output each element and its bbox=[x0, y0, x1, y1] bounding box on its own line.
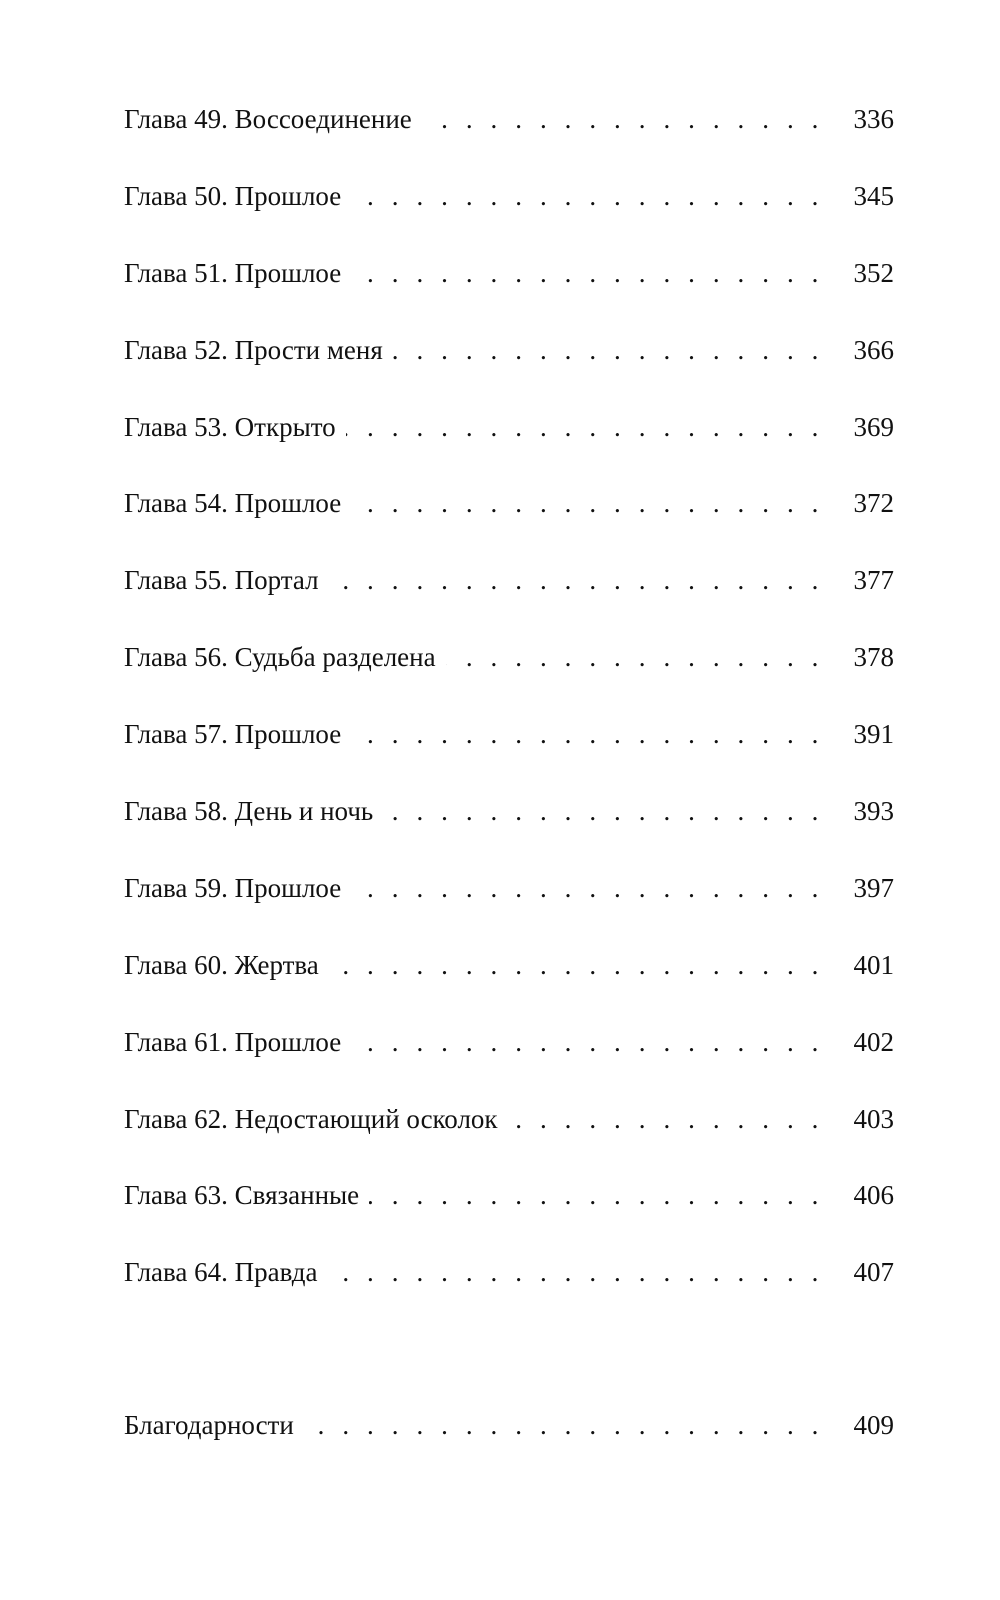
toc-entry-64[interactable] bbox=[124, 1259, 894, 1336]
toc-entry-57[interactable] bbox=[124, 721, 894, 798]
toc-entry-page: 345 bbox=[853, 180, 894, 211]
toc-entry-acknowledgements[interactable] bbox=[124, 1412, 894, 1489]
toc-entry-title: Глава 60. Жертва bbox=[124, 949, 319, 980]
toc-entry-title: Глава 58. День и ночь bbox=[124, 796, 374, 827]
toc-entry-title: Глава 50. Прошлое bbox=[124, 180, 342, 211]
table-of-contents bbox=[124, 106, 894, 1489]
toc-entry-page: 403 bbox=[853, 1103, 894, 1134]
toc-entry-title: Глава 55. Портал bbox=[124, 565, 319, 596]
toc-entry-page: 378 bbox=[853, 642, 894, 673]
toc-entry-title: Глава 53. Открыто bbox=[124, 411, 336, 442]
toc-entry-title: Глава 52. Прости меня bbox=[124, 334, 383, 365]
toc-entry-page: 336 bbox=[853, 104, 894, 134]
toc-entry-page: 366 bbox=[853, 334, 894, 365]
toc-entry-61[interactable] bbox=[124, 1026, 894, 1106]
dot-leader bbox=[329, 567, 824, 594]
toc-entry-title: Глава 61. Прошлое bbox=[124, 1026, 342, 1057]
dot-leader bbox=[422, 106, 824, 133]
toc-entry-title: Глава 56. Судьба разделена bbox=[124, 642, 436, 673]
toc-entry-page: 407 bbox=[853, 1257, 894, 1288]
dot-leader bbox=[329, 952, 824, 979]
toc-entry-53[interactable] bbox=[124, 411, 894, 491]
toc-entry-51[interactable] bbox=[124, 257, 894, 337]
toc-entry-title: Глава 57. Прошлое bbox=[124, 719, 342, 750]
dot-leader bbox=[351, 1029, 824, 1056]
dot-leader bbox=[393, 337, 824, 364]
toc-entry-page: 377 bbox=[853, 565, 894, 596]
toc-entry-page: 409 bbox=[853, 1410, 894, 1441]
toc-entry-49[interactable] bbox=[124, 106, 894, 183]
toc-entry-54[interactable] bbox=[124, 490, 894, 567]
toc-entry-title: Глава 54. Прошлое bbox=[124, 488, 342, 519]
toc-entry-page: 397 bbox=[853, 872, 894, 903]
toc-entry-55[interactable] bbox=[124, 567, 894, 644]
toc-entry-58[interactable] bbox=[124, 798, 894, 875]
toc-entry-title: Благодарности bbox=[124, 1410, 294, 1441]
dot-leader bbox=[346, 414, 824, 441]
dot-leader bbox=[508, 1106, 824, 1133]
dot-leader bbox=[351, 490, 824, 517]
toc-entry-52[interactable] bbox=[124, 334, 894, 414]
toc-entry-56[interactable] bbox=[124, 644, 894, 721]
section-gap bbox=[124, 1336, 894, 1412]
toc-entry-63[interactable] bbox=[124, 1182, 894, 1259]
toc-entry-page: 402 bbox=[853, 1026, 894, 1057]
dot-leader bbox=[351, 183, 824, 210]
dot-leader bbox=[446, 644, 824, 671]
toc-entry-title: Глава 63. Связанные bbox=[124, 1180, 360, 1211]
toc-entry-62[interactable] bbox=[124, 1103, 894, 1183]
dot-leader bbox=[383, 798, 824, 825]
toc-entry-59[interactable] bbox=[124, 872, 894, 952]
dot-leader bbox=[351, 875, 824, 902]
toc-entry-page: 369 bbox=[853, 411, 894, 442]
toc-entry-title: Глава 64. Правда bbox=[124, 1257, 318, 1288]
dot-leader bbox=[351, 260, 824, 287]
dot-leader bbox=[369, 1182, 824, 1209]
toc-entry-page: 352 bbox=[853, 257, 894, 288]
dot-leader bbox=[304, 1412, 824, 1439]
toc-entry-50[interactable] bbox=[124, 180, 894, 260]
toc-entry-title: Глава 49. Воссоединение bbox=[124, 104, 412, 134]
toc-entry-page: 401 bbox=[853, 949, 894, 980]
toc-entry-page: 406 bbox=[853, 1180, 894, 1211]
toc-entry-page: 391 bbox=[853, 719, 894, 750]
toc-entry-title: Глава 51. Прошлое bbox=[124, 257, 342, 288]
toc-entry-60[interactable] bbox=[124, 949, 894, 1029]
toc-entry-page: 372 bbox=[853, 488, 894, 519]
dot-leader bbox=[327, 1259, 824, 1286]
toc-entry-page: 393 bbox=[853, 796, 894, 827]
toc-entry-title: Глава 62. Недостающий осколок bbox=[124, 1103, 498, 1134]
dot-leader bbox=[351, 721, 824, 748]
toc-entry-title: Глава 59. Прошлое bbox=[124, 872, 342, 903]
